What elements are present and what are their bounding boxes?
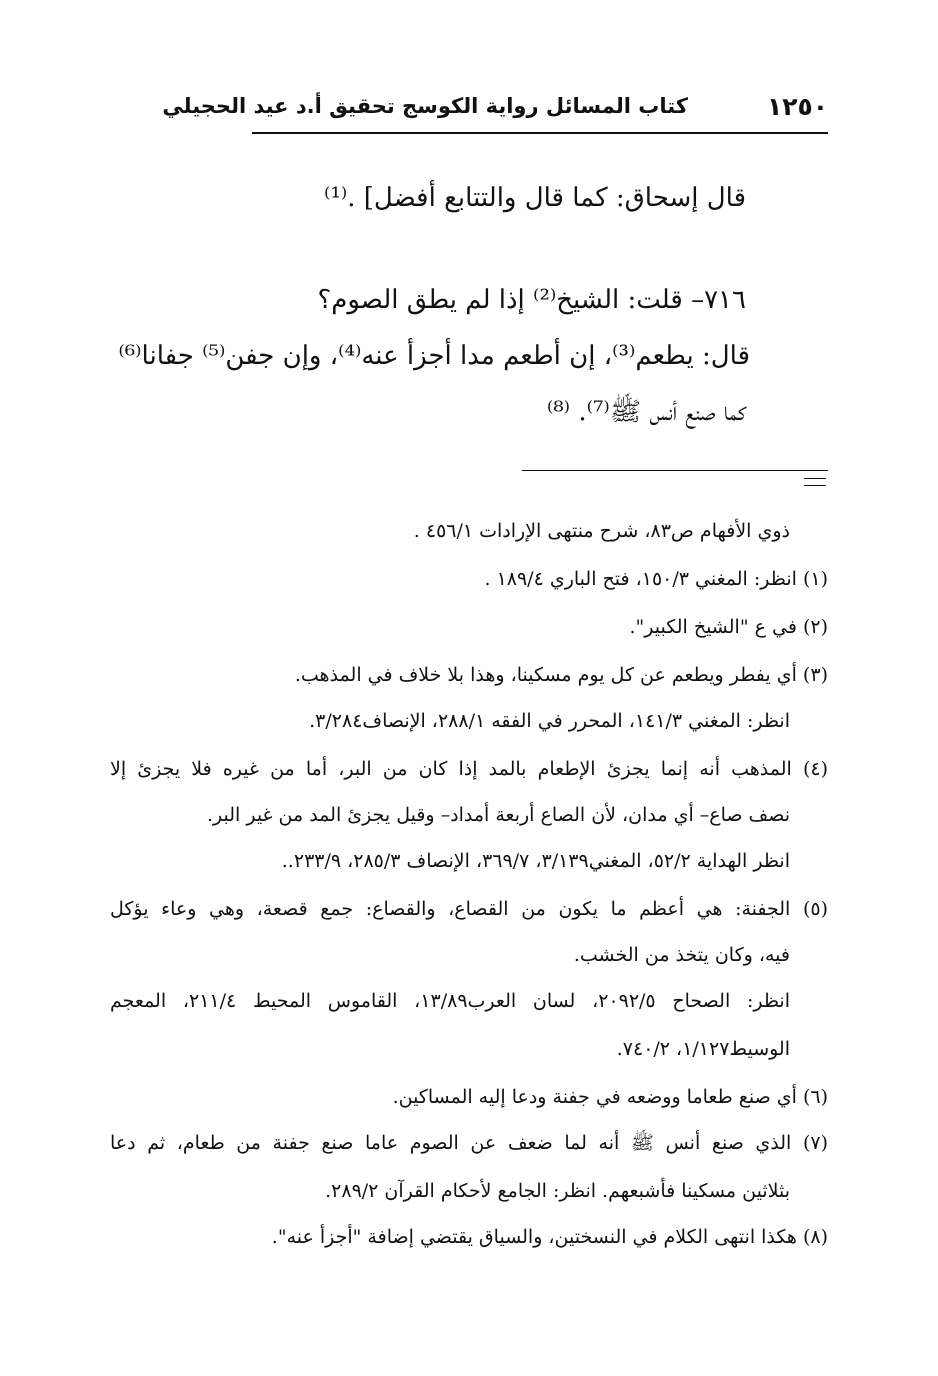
- footnote-carryover: ذوي الأفهام ص٨٣، شرح منتهى الإرادات ٤٥٦/١ .: [413, 520, 790, 542]
- footnote-7-line-1: (٧) الذي صنع أنس ﷺ أنه لما ضعف عن الصوم عاما صنع جفنة من طعام، ثم دعا: [110, 1132, 828, 1154]
- footnote-4-line-3: انظر الهداية ٥٢/٢، المغني٣/١٣٩، ٣٦٩/٧، الإنصاف ٢٨٥/٣، ٢٣٣/٩..: [281, 850, 790, 872]
- footnote-3-line-2: انظر: المغني ١٤١/٣، المحرر في الفقه ٢٨٨/١، الإنصاف٣/٢٨٤.: [309, 710, 790, 732]
- footnote-8: (٨) هكذا انتهى الكلام في النسختين، والسياق يقتضي إضافة "أجزأ عنه".: [271, 1226, 828, 1248]
- footnote-4-line-1: (٤) المذهب أنه إنما يجزئ الإطعام بالمد إذا كان من البر، أما من غيره فلا يجزئ إلا: [110, 758, 828, 780]
- page-number: ١٢٥٠: [766, 92, 828, 121]
- footnote-5-line-4: الوسيط١/١٢٧، ٧٤٠/٢.: [616, 1038, 790, 1060]
- answer-line-1: قال: يطعم⁽³⁾، إن أطعم مدا أجزأ عنه⁽⁴⁾، وإن جفن⁽⁵⁾ جفانا⁽⁶⁾: [118, 341, 750, 371]
- body-line-ishaq: قال إسحاق: كما قال والتتابع أفضل] .⁽¹⁾: [324, 183, 746, 213]
- footnote-3-line-1: (٣) أي يفطر ويطعم عن كل يوم مسكينا، وهذا بلا خلاف في المذهب.: [294, 664, 828, 686]
- footnote-5-line-1: (٥) الجفنة: هي أعظم ما يكون من القصاع، والقصاع: جمع قصعة، وهي وعاء يؤكل: [110, 898, 828, 920]
- footnote-6: (٦) أي صنع طعاما ووضعه في جفنة ودعا إليه المساكين.: [392, 1086, 828, 1108]
- running-title: كتاب المسائل رواية الكوسج تحقيق أ.د عيد الحجيلي: [162, 94, 688, 118]
- footnote-7-line-2: بثلاثين مسكينا فأشبعهم. انظر: الجامع لأحكام القرآن ٢٨٩/٢.: [325, 1180, 790, 1202]
- page-header: [162, 84, 828, 132]
- footnote-5-line-3: انظر: الصحاح ٢٠٩٢/٥، لسان العرب١٣/٨٩، القاموس المحيط ٢١١/٤، المعجم: [110, 990, 790, 1012]
- footnote-4-line-2: نصف صاع– أي مدان، لأن الصاع أربعة أمداد– وقيل يجزئ المد من غير البر.: [206, 804, 790, 826]
- question-716: ٧١٦– قلت: الشيخ⁽²⁾ إذا لم يطق الصوم؟: [317, 285, 746, 315]
- continuation-mark: [804, 478, 826, 490]
- footnote-2: (٢) في ع "الشيخ الكبير".: [629, 616, 828, 638]
- footnote-separator: [522, 470, 828, 471]
- answer-line-2: كما صنع أنس ﷺ⁽⁷⁾. ⁽⁸⁾: [546, 397, 746, 427]
- footnote-1: (١) انظر: المغني ١٥٠/٣، فتح الباري ١٨٩/٤ .: [484, 568, 828, 590]
- footnote-5-line-2: فيه، وكان يتخذ من الخشب.: [573, 944, 790, 966]
- header-rule: [252, 132, 828, 134]
